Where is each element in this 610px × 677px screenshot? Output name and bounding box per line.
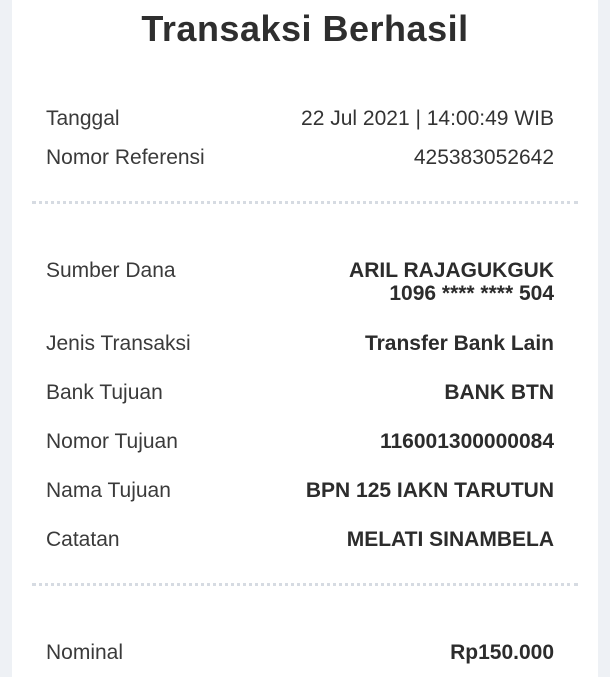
sumber-label: Sumber Dana: [46, 259, 176, 282]
catatan-value: MELATI SINAMBELA: [346, 528, 554, 551]
nama-value: BPN 125 IAKN TARUTUN: [305, 479, 554, 502]
divider: [32, 201, 578, 204]
nama-label: Nama Tujuan: [46, 479, 171, 502]
bank-label: Bank Tujuan: [46, 381, 163, 404]
catatan-label: Catatan: [46, 528, 120, 551]
nominal-label: Nominal: [46, 641, 124, 664]
jenis-label: Jenis Transaksi: [46, 332, 191, 355]
referensi-value: 425383052642: [413, 146, 554, 169]
sumber-value: [349, 259, 554, 305]
jenis-value: Transfer Bank Lain: [364, 332, 554, 355]
bank-value: BANK BTN: [444, 381, 554, 404]
page-title: Transaksi Berhasil: [141, 8, 469, 49]
nomor-value: 116001300000084: [379, 430, 554, 453]
divider: [32, 583, 578, 586]
referensi-label: Nomor Referensi: [46, 146, 205, 169]
sumber-account: 1096 **** **** 504: [389, 282, 554, 305]
nominal-value: Rp150.000: [450, 641, 554, 664]
sumber-name: ARIL RAJAGUKGUK: [349, 259, 554, 282]
tanggal-value: 22 Jul 2021 | 14:00:49 WIB: [301, 107, 554, 130]
receipt-card: [12, 0, 598, 677]
nomor-label: Nomor Tujuan: [46, 430, 178, 453]
tanggal-label: Tanggal: [46, 107, 120, 130]
